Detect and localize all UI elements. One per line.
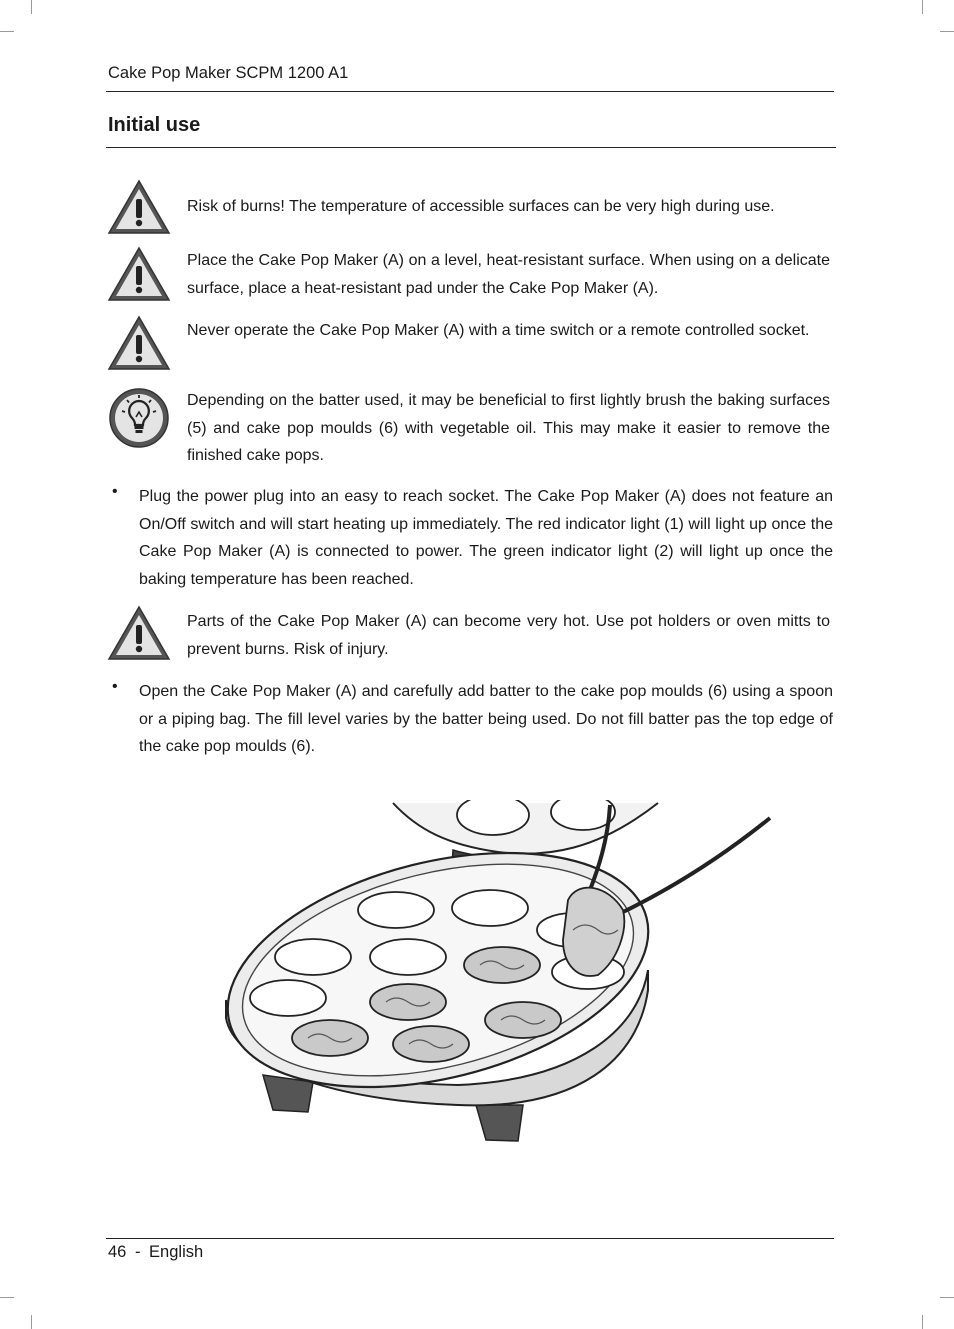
page-number: 46 <box>108 1243 127 1261</box>
cake-pop-maker-illustration <box>218 800 773 1145</box>
instruction-bullet: Open the Cake Pop Maker (A) and carefully add batter to the cake pop moulds (6) using a spoon or a piping bag. The fill level varies by the batter being used. Do not fill batter pas the top edge of the cake pop moulds (6). <box>139 683 833 756</box>
footer-rule <box>106 1238 834 1239</box>
bullet-symbol: • <box>112 483 118 500</box>
crop-mark <box>0 1297 14 1298</box>
warning-icon <box>107 246 171 302</box>
footer-language: English <box>149 1243 204 1261</box>
section-rule <box>106 147 836 148</box>
note-text: Never operate the Cake Pop Maker (A) with a time switch or a remote controlled socket. <box>187 322 810 339</box>
section-title: Initial use <box>108 114 201 136</box>
bullet-symbol: • <box>112 678 118 695</box>
crop-mark <box>31 1315 32 1329</box>
crop-mark <box>31 0 32 14</box>
crop-mark <box>940 31 954 32</box>
warning-icon <box>107 179 171 235</box>
instruction-bullet: Plug the power plug into an easy to reach socket. The Cake Pop Maker (A) does not feature an On/Off switch and will start heating up immediately. The red indicator light (1) will light up once the Cake Pop Maker (A) is connected to power. The green indicator light (2) will light up once the baking temperature has been reached. <box>139 488 833 588</box>
header-rule <box>106 91 834 92</box>
lightbulb-icon <box>107 387 171 449</box>
warning-icon <box>107 315 171 371</box>
page-footer <box>108 1243 203 1262</box>
running-header: Cake Pop Maker SCPM 1200 A1 <box>108 64 349 82</box>
tip-text: Depending on the batter used, it may be beneficial to first lightly brush the baking surfaces (5) and cake pop moulds (6) with vegetable oil. This may make it easier to remove the finished cake pops. <box>187 392 830 465</box>
warning-icon <box>107 605 171 661</box>
note-text: Risk of burns! The temperature of accessible surfaces can be very high during use. <box>187 198 775 215</box>
crop-mark <box>940 1297 954 1298</box>
note-text: Parts of the Cake Pop Maker (A) can become very hot. Use pot holders or oven mitts to prevent burns. Risk of injury. <box>187 613 830 658</box>
crop-mark <box>922 0 923 14</box>
crop-mark <box>0 31 14 32</box>
footer-separator: - <box>134 1243 141 1261</box>
crop-mark <box>922 1315 923 1329</box>
note-text: Place the Cake Pop Maker (A) on a level, heat-resistant surface. When using on a delicate surface, place a heat-resistant pad under the Cake Pop Maker (A). <box>187 252 830 297</box>
